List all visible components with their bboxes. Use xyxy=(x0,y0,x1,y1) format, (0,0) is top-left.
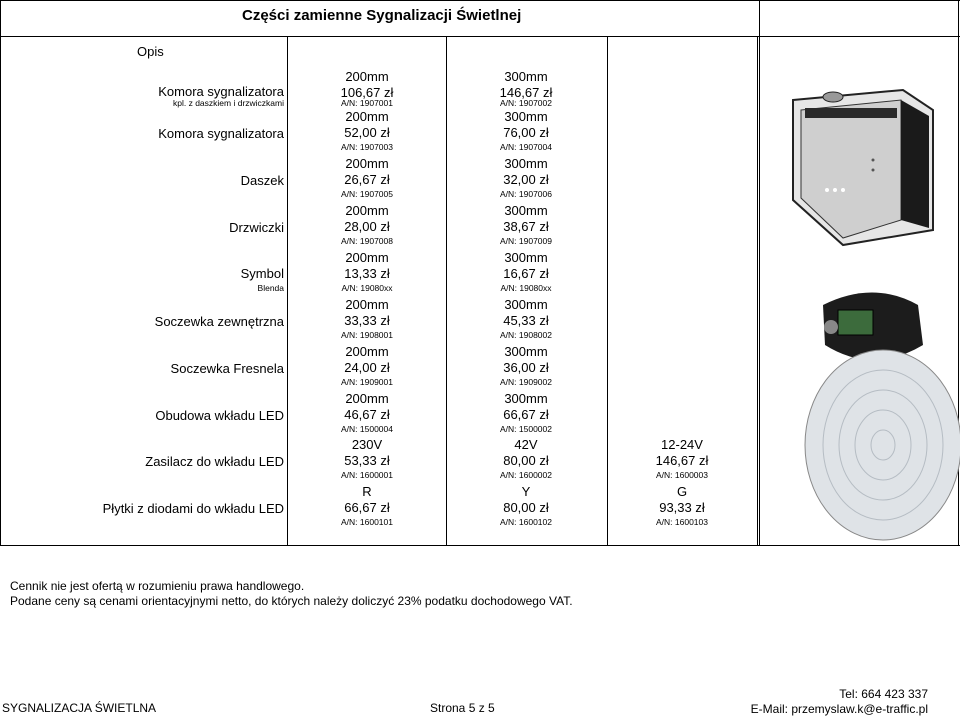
article-number: A/N: 1907005 xyxy=(341,189,393,199)
size-header: 200mm xyxy=(345,250,389,265)
size-header: 300mm xyxy=(504,109,548,124)
size-header: 200mm xyxy=(345,156,389,171)
article-number: A/N: 1600101 xyxy=(341,517,393,527)
note-2: Podane ceny są cenami orientacyjnymi netto, do których należy doliczyć 23% podatku dochodowego VAT. xyxy=(10,594,573,608)
article-number: A/N: 1909001 xyxy=(341,377,393,387)
price: 26,67 zł xyxy=(344,172,390,187)
footer-left: SYGNALIZACJA ŚWIETLNA xyxy=(2,701,157,715)
size-header: 200mm xyxy=(345,69,389,84)
row-sublabel: Blenda xyxy=(257,283,284,293)
article-number: A/N: 19080xx xyxy=(500,283,552,293)
article-number: A/N: 1907003 xyxy=(341,142,393,152)
col-divider-3 xyxy=(757,37,758,545)
row-label: Zasilacz do wkładu LED xyxy=(145,454,284,469)
row-label: Obudowa wkładu LED xyxy=(155,408,284,423)
opis-header: Opis xyxy=(137,44,164,59)
article-number: A/N: 1907008 xyxy=(341,236,393,246)
size-header: Y xyxy=(521,484,531,499)
article-number: A/N: 1909002 xyxy=(500,377,552,387)
col-divider-2 xyxy=(607,37,608,545)
article-number: A/N: 1907002 xyxy=(500,98,552,108)
price: 36,00 zł xyxy=(503,360,549,375)
article-number: A/N: 1908001 xyxy=(341,330,393,340)
article-number: A/N: 1907001 xyxy=(341,98,393,108)
price: 33,33 zł xyxy=(344,313,390,328)
opis-divider xyxy=(287,37,288,545)
row-label: Symbol xyxy=(240,266,284,281)
footer-page-number: Strona 5 z 5 xyxy=(430,701,495,715)
size-header: 300mm xyxy=(504,250,548,265)
size-header: 12-24V xyxy=(661,437,703,452)
page-title: Części zamienne Sygnalizacji Świetlnej xyxy=(242,7,522,24)
size-header: 230V xyxy=(351,437,383,452)
price: 80,00 zł xyxy=(503,453,549,468)
size-header: 300mm xyxy=(504,156,548,171)
article-number: A/N: 1600103 xyxy=(656,517,708,527)
col-divider-1 xyxy=(446,37,447,545)
led-insert-lens-image xyxy=(803,285,960,545)
size-header: 200mm xyxy=(345,203,389,218)
size-header: 300mm xyxy=(504,297,548,312)
price: 24,00 zł xyxy=(344,360,390,375)
size-header: 300mm xyxy=(504,391,548,406)
size-header: 300mm xyxy=(504,344,548,359)
size-header: 42V xyxy=(514,437,538,452)
row-label: Komora sygnalizatora xyxy=(158,126,284,141)
price: 80,00 zł xyxy=(503,500,549,515)
price: 45,33 zł xyxy=(503,313,549,328)
size-header: 200mm xyxy=(345,109,389,124)
article-number: A/N: 1600002 xyxy=(500,470,552,480)
row-label: Płytki z diodami do wkładu LED xyxy=(102,501,284,516)
photo-divider xyxy=(759,0,760,545)
row-label: Drzwiczki xyxy=(229,220,284,235)
size-header: 200mm xyxy=(345,297,389,312)
size-header: 300mm xyxy=(504,69,548,84)
row-label: Komora sygnalizatora xyxy=(158,84,284,99)
price: 106,67 zł xyxy=(340,85,394,100)
size-header: G xyxy=(676,484,688,499)
article-number: A/N: 1907009 xyxy=(500,236,552,246)
title-bottom-rule xyxy=(0,36,960,37)
footer-tel: Tel: 664 423 337 xyxy=(839,687,928,701)
top-border xyxy=(0,0,960,1)
article-number: A/N: 19080xx xyxy=(341,283,393,293)
article-number: A/N: 1907004 xyxy=(500,142,552,152)
article-number: A/N: 1600001 xyxy=(341,470,393,480)
price: 146,67 zł xyxy=(655,453,709,468)
price: 93,33 zł xyxy=(659,500,705,515)
price: 28,00 zł xyxy=(344,219,390,234)
article-number: A/N: 1500002 xyxy=(500,424,552,434)
traffic-light-housing-image xyxy=(783,80,943,250)
price: 146,67 zł xyxy=(499,85,553,100)
row-label: Soczewka zewnętrzna xyxy=(154,314,284,329)
price: 76,00 zł xyxy=(503,125,549,140)
table-bottom-rule xyxy=(0,545,960,546)
row-label: Daszek xyxy=(240,173,284,188)
row-label: Soczewka Fresnela xyxy=(170,361,284,376)
price: 16,67 zł xyxy=(503,266,549,281)
price: 46,67 zł xyxy=(344,407,390,422)
row-sublabel: kpl. z daszkiem i drzwiczkami xyxy=(173,98,284,108)
article-number: A/N: 1500004 xyxy=(341,424,393,434)
price: 52,00 zł xyxy=(344,125,390,140)
size-header: 200mm xyxy=(345,391,389,406)
footer-email: E-Mail: przemyslaw.k@e-traffic.pl xyxy=(750,702,928,716)
price: 66,67 zł xyxy=(344,500,390,515)
article-number: A/N: 1600003 xyxy=(656,470,708,480)
price: 32,00 zł xyxy=(503,172,549,187)
left-border xyxy=(0,0,1,545)
size-header: 300mm xyxy=(504,203,548,218)
size-header: R xyxy=(362,484,372,499)
note-1: Cennik nie jest ofertą w rozumieniu prawa handlowego. xyxy=(10,579,305,593)
price: 38,67 zł xyxy=(503,219,549,234)
price: 66,67 zł xyxy=(503,407,549,422)
price: 53,33 zł xyxy=(344,453,390,468)
article-number: A/N: 1600102 xyxy=(500,517,552,527)
article-number: A/N: 1908002 xyxy=(500,330,552,340)
price: 13,33 zł xyxy=(344,266,390,281)
article-number: A/N: 1907006 xyxy=(500,189,552,199)
size-header: 200mm xyxy=(345,344,389,359)
